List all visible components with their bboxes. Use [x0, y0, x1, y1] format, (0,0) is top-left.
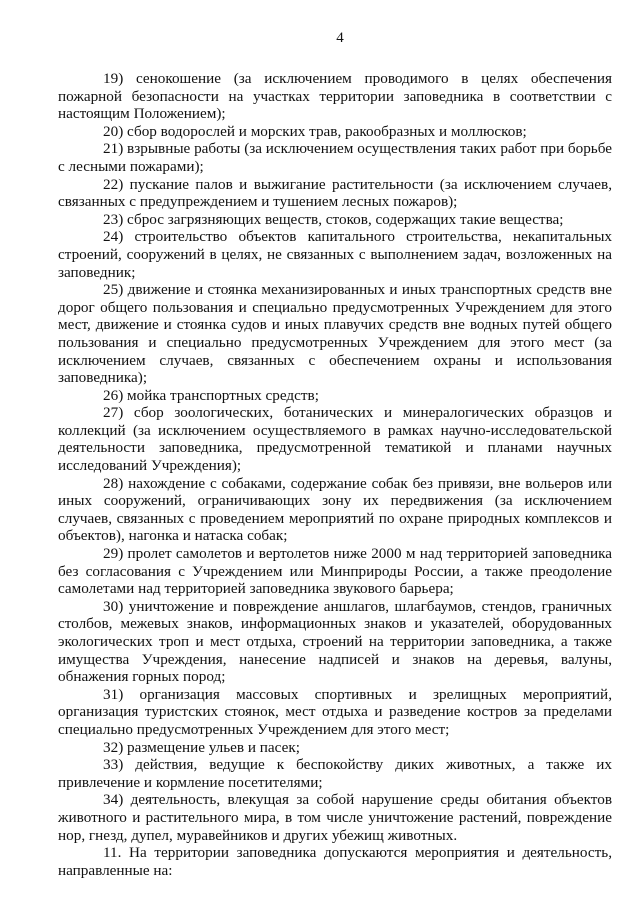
paragraph-item-34: 34) деятельность, влекущая за собой нарушение среды обитания объектов животного и растительного мира, в том числе уничтожение растений, повреждение нор, гнезд, дупел, муравейников и других убежищ животных.	[58, 791, 612, 844]
paragraph-item-19: 19) сенокошение (за исключением проводимого в целях обеспечения пожарной безопасности на участках территории заповедника в соответствии с настоящим Положением);	[58, 70, 612, 123]
paragraph-item-28: 28) нахождение с собаками, содержание собак без привязи, вне вольеров или иных сооружений, ограничивающих зону их передвижения (за исключением случаев, связанных с проведением мероприятий по охране природных комплексов и объектов), нагонка и натаска собак;	[58, 474, 612, 545]
paragraph-item-30: 30) уничтожение и повреждение аншлагов, шлагбаумов, стендов, граничных столбов, межевых знаков, информационных знаков и указателей, оборудованных экологических троп и мест отдыха, строений на территории заповедника, а также имущества Учреждения, нанесение надписей и знаков на деревья, валуны, обнажения горных пород;	[58, 597, 612, 686]
paragraph-item-32: 32) размещение ульев и пасек;	[103, 738, 300, 756]
paragraph-item-21: 21) взрывные работы (за исключением осуществления таких работ при борьбе с лесными пожарами);	[58, 140, 612, 175]
paragraph-item-26: 26) мойка транспортных средств;	[103, 386, 319, 404]
paragraph-item-22: 22) пускание палов и выжигание растительности (за исключением случаев, связанных с предупреждением и тушением лесных пожаров);	[58, 175, 612, 211]
paragraph-item-24: 24) строительство объектов капитального строительства, некапитальных строений, сооружений в целях, не связанных с выполнением задач, возложенных на заповедник;	[58, 228, 612, 281]
paragraph-item-25: 25) движение и стоянка механизированных и иных транспортных средств вне дорог общего пользования и специально предусмотренных Учреждением для этого мест, движение и стоянка судов и иных плавучих средств вне водных путей общего пользования и специально предусмотренных Учреждением для этого мест (за исключением случаев, связанных с обеспечением охраны и использования заповедника);	[58, 281, 612, 387]
paragraph-item-23: 23) сброс загрязняющих веществ, стоков, содержащих такие вещества;	[103, 210, 564, 228]
section-11-intro: 11. На территории заповедника допускаются мероприятия и деятельность, направленные на:	[58, 844, 612, 879]
paragraph-item-29: 29) пролет самолетов и вертолетов ниже 2000 м над территорией заповедника без согласования с Учреждением или Минприроды России, а также преодоление самолетами над территорией заповедника звукового барьера;	[58, 545, 612, 598]
paragraph-item-33: 33) действия, ведущие к беспокойству диких животных, а также их привлечение и кормление посетителями;	[58, 756, 612, 791]
paragraph-item-20: 20) сбор водорослей и морских трав, ракообразных и моллюсков;	[103, 122, 527, 140]
page-number: 4	[336, 30, 344, 46]
paragraph-item-27: 27) сбор зоологических, ботанических и минералогических образцов и коллекций (за исключением осуществляемого в рамках научно-исследовательской деятельности заповедника, предусмотренной тематикой и планами научных исследований Учреждения);	[58, 404, 612, 475]
paragraph-item-31: 31) организация массовых спортивных и зрелищных мероприятий, организация туристских стоянок, мест отдыха и разведение костров за пределами специально предусмотренных Учреждением для этого мест;	[58, 685, 612, 738]
